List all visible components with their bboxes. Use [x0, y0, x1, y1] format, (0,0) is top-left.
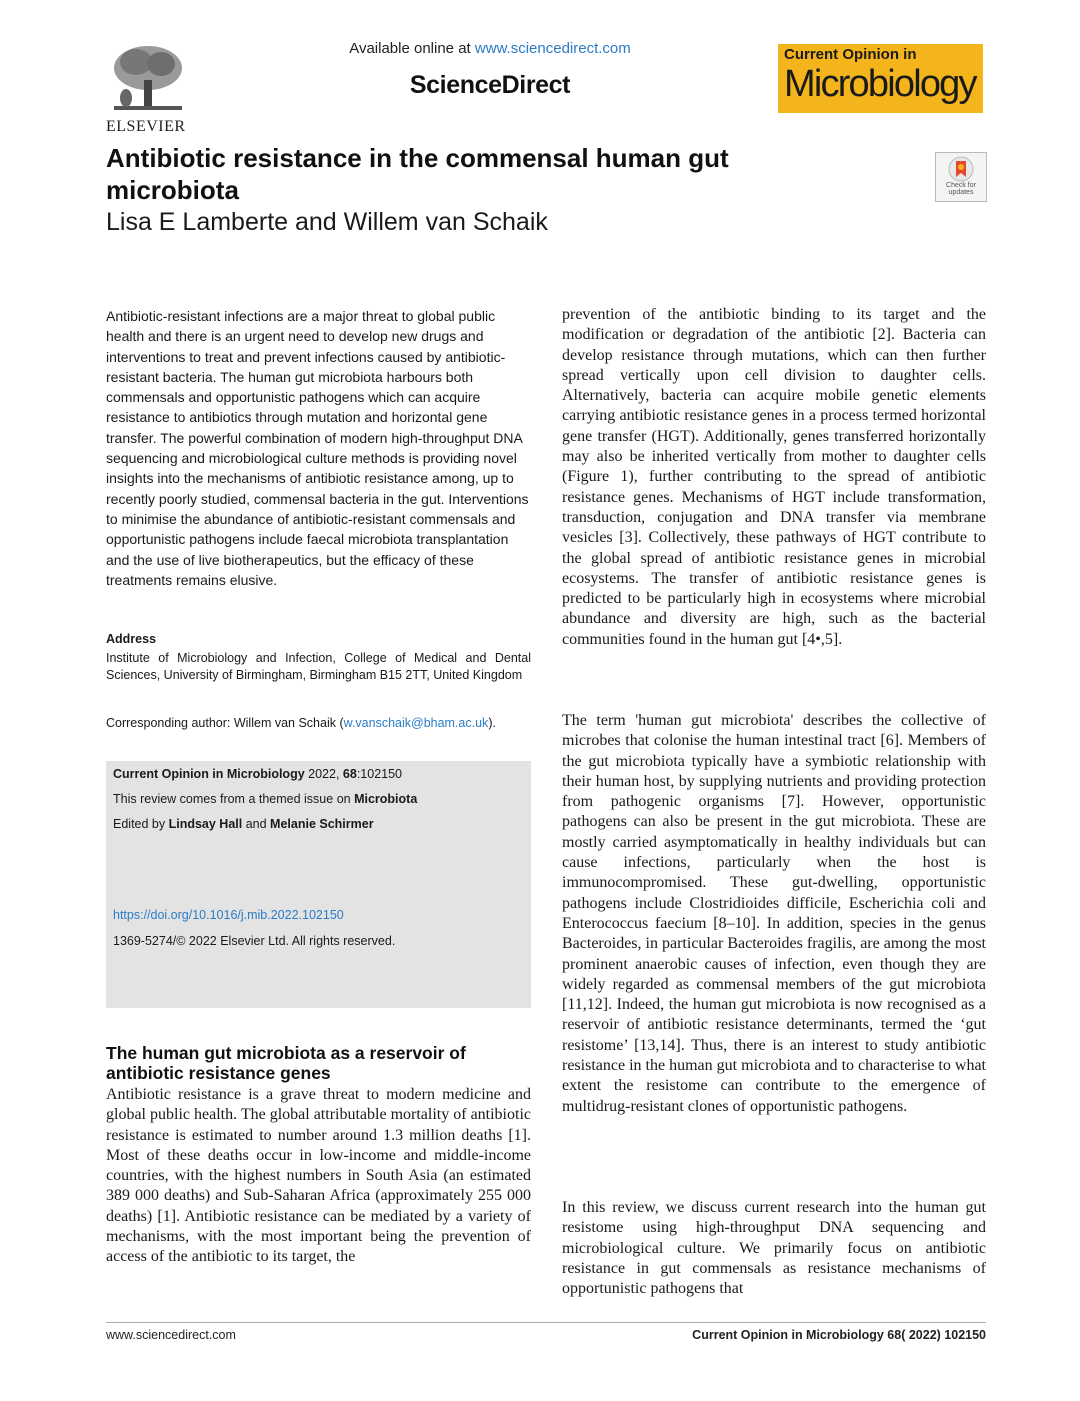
- body-paragraph: The term 'human gut microbiota' describes the collective of microbes that colonise the human intestinal tract [6]. Members of the gut microbiota typically have a symbiotic relationship with their human host, by supplying nutrients and providing protection from pathogenic organisms [7]. However, opportunistic pathogens can also be present in the gut microbiota. These are mostly carried asymptomatically in healthy individuals but can cause infections, particularly when the host is immunocompromised. These gut-dwelling, opportunistic pathogens include Clostridioides difficile, Escherichia coli and Enterococcus faecium [8–10]. In addition, species in the genus Bacteroides, in particular Bacteroides fragilis, are among the most prominent anaerobic causes of infection, even though they are widely regarded as commensal members of the gut microbiota [11,12]. Indeed, the human gut microbiota is now recognised as a reservoir of antibiotic resistance determinants, termed the ‘gut resistome’ [13,14]. Thus, there is an interest to study antibiotic resistance in the human gut microbiota and to characterise to what extent the resistome can contribute to the emergence of multidrug-resistant clones of opportunistic pathogens.: [562, 712, 986, 1115]
- article-title: Antibiotic resistance in the commensal human gut microbiota: [106, 143, 729, 205]
- copyright: 1369-5274/© 2022 Elsevier Ltd. All rights reserved.: [113, 934, 396, 948]
- available-online: Available online at www.sciencedirect.com: [349, 40, 631, 57]
- section-heading: The human gut microbiota as a reservoir of antibiotic resistance genes: [106, 1043, 466, 1083]
- publisher-name: ELSEVIER: [106, 118, 186, 135]
- body-paragraph: Antibiotic resistance is a grave threat to modern medicine and global public health. The global attributable mortality of antibiotic resistance is estimated to number around 1.3 million deaths [1]. Most of these deaths occur in low-income and middle-income countries, with the highest numbers in South Asia (an estimated 389 000 deaths) and Sub-Saharan Africa (approximately 255 000 deaths) [1]. Antibiotic resistance can be mediated by a variety of mechanisms, with the most important being the prevention of access of the antibiotic to its target, the: [106, 1086, 531, 1266]
- article-authors: Lisa E Lamberte and Willem van Schaik: [106, 208, 548, 236]
- address-text: Institute of Microbiology and Infection, College of Medical and Dental Sciences, University of Birmingham, Birmingham B15 2TT, United Kingdom: [106, 651, 531, 682]
- platform-name: ScienceDirect: [409, 71, 571, 99]
- right-column-paragraph-3: [562, 1198, 986, 1299]
- right-column-paragraph-2: [562, 711, 986, 1117]
- check-for-updates-button[interactable]: [935, 152, 987, 202]
- journal-line2: Microbiology: [784, 63, 976, 105]
- sciencedirect-link[interactable]: www.sciencedirect.com: [474, 40, 631, 57]
- header-center: [300, 40, 680, 100]
- footer-citation: Current Opinion in Microbiology 68( 2022) 102150: [692, 1328, 986, 1342]
- left-body: [106, 1085, 531, 1268]
- corresponding-author: Corresponding author: Willem van Schaik (w.vanschaik@bham.ac.uk).: [106, 716, 496, 730]
- elsevier-logo: [106, 44, 188, 136]
- address-heading: Address: [106, 632, 157, 646]
- body-paragraph: prevention of the antibiotic binding to its target and the modification or degradation of the antibiotic [2]. Bacteria can develop resistance through mutations, which can then further spread vertically upon cell division to daughter cells. Alternatively, bacteria can acquire mobile genetic elements carrying antibiotic resistance genes in a process termed horizontal gene transfer (HGT). Additionally, genes transferred horizontally may also be inherited vertically from mother to daughter cells (Figure 1), further contributing to the spread of antibiotic resistance genes. Mechanisms of HGT include transformation, transduction, conjugation and DNA transfer via membrane vesicles [3]. Collectively, these pathways of HGT contribute to the global spread of antibiotic resistance genes in microbial ecosystems. The transfer of antibiotic resistance genes is predicted to be particularly high in ecosystems where microbial abundance and diversity are high, such as the bacterial communities found in the human gut [4•,5].: [562, 306, 986, 648]
- abstract: [106, 306, 531, 590]
- footer-divider: [106, 1322, 986, 1323]
- journal-logo: [778, 44, 983, 113]
- footer-site-link[interactable]: www.sciencedirect.com: [106, 1328, 236, 1342]
- right-column-paragraph-1: [562, 305, 986, 650]
- editors-line: Edited by Lindsay Hall and Melanie Schirmer: [113, 817, 374, 831]
- citation-line: Current Opinion in Microbiology 2022, 68:102150: [113, 767, 402, 781]
- bookmark-icon: [948, 156, 974, 182]
- doi-link[interactable]: https://doi.org/10.1016/j.mib.2022.102150: [113, 908, 344, 922]
- check-updates-label: Check for updates: [946, 182, 976, 196]
- article-info-box: [106, 761, 531, 1008]
- elsevier-tree-icon: [106, 44, 188, 116]
- body-paragraph: In this review, we discuss current research into the human gut resistome using high-throughput DNA sequencing and microbiological culture. We primarily focus on antibiotic resistance in gut commensals as resistance mechanisms of opportunistic pathogens that: [562, 1199, 986, 1298]
- abstract-text: Antibiotic-resistant infections are a major threat to global public health and there is an urgent need to develop new drugs and interventions to treat and prevent infections caused by antibiotic-resistant bacteria. The human gut microbiota harbours both commensals and opportunistic pathogens which can acquire resistance to antibiotics through mutation and horizontal gene transfer. The powerful combination of modern high-throughput DNA sequencing and microbiological culture methods is providing novel insights into the mechanisms of antibiotic resistance among, up to recently poorly studied, commensal bacteria in the gut. Interventions to minimise the abundance of antibiotic-resistant commensals and opportunistic pathogens include faecal microbiota transplantation and the use of live biotherapeutics, but the efficacy of these treatments remains elusive.: [106, 308, 529, 588]
- author-email-link[interactable]: w.vanschaik@bham.ac.uk: [343, 716, 489, 730]
- journal-line1: Current Opinion in: [784, 46, 917, 63]
- themed-issue-line: This review comes from a themed issue on Microbiota: [113, 792, 418, 806]
